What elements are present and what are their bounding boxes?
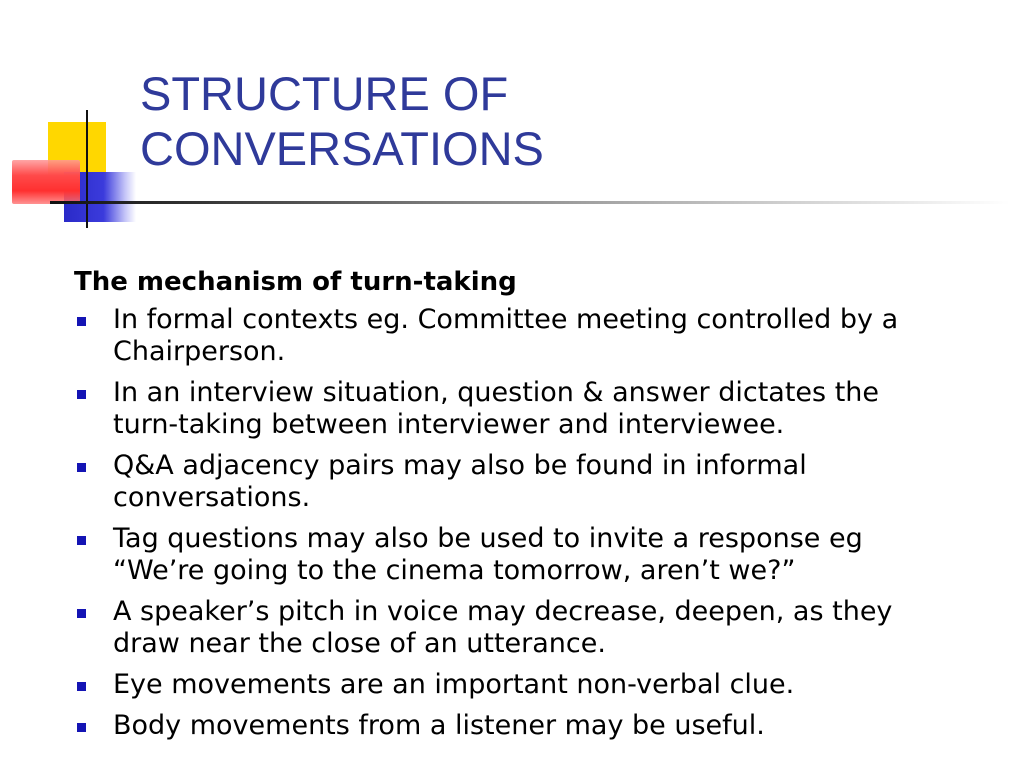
bullet-text-line: Q&A adjacency pairs may also be found in informal: [113, 450, 807, 481]
bullet-text-line: A speaker’s pitch in voice may decrease, deepen, as they: [113, 596, 893, 627]
bullet-item: [74, 450, 1004, 514]
bullet-text-line: draw near the close of an utterance.: [113, 628, 606, 659]
square-bullet-icon: [77, 682, 86, 691]
bullet-text-line: “We’re going to the cinema tomorrow, aren’t we?”: [113, 555, 796, 586]
bullet-text-line: turn-taking between interviewer and interviewee.: [113, 409, 785, 440]
red-square: [12, 160, 80, 204]
bullet-item: [74, 669, 1004, 701]
bullet-text-line: Body movements from a listener may be useful.: [113, 710, 765, 741]
bullet-item: [74, 710, 1004, 742]
square-bullet-icon: [77, 536, 86, 545]
bullet-list: [74, 304, 1004, 742]
bullet-text-line: Tag questions may also be used to invite a response eg: [113, 523, 863, 554]
subheading: The mechanism of turn-taking: [74, 267, 517, 297]
bullet-item: [74, 377, 1004, 441]
square-bullet-icon: [77, 463, 86, 472]
title-underline: [50, 201, 1010, 204]
bullet-text-line: conversations.: [113, 482, 311, 513]
bullet-text-line: In an interview situation, question & answer dictates the: [113, 377, 880, 408]
square-bullet-icon: [77, 723, 86, 732]
bullet-item: [74, 596, 1004, 660]
slide-title: [140, 66, 980, 176]
slide-content: [74, 264, 1004, 751]
bullet-text-line: In formal contexts eg. Committee meeting controlled by a: [113, 304, 899, 335]
slide-title-line: STRUCTURE OF: [140, 67, 509, 120]
bullet-text-line: Chairperson.: [113, 336, 286, 367]
square-bullet-icon: [77, 317, 86, 326]
vertical-rule: [86, 110, 88, 228]
bullet-item: [74, 304, 1004, 368]
bullet-item: [74, 523, 1004, 587]
squares-logo-icon: [0, 0, 160, 240]
square-bullet-icon: [77, 390, 86, 399]
square-bullet-icon: [77, 609, 86, 618]
bullet-text-line: Eye movements are an important non-verbal clue.: [113, 669, 795, 700]
slide-title-line: CONVERSATIONS: [140, 122, 544, 175]
